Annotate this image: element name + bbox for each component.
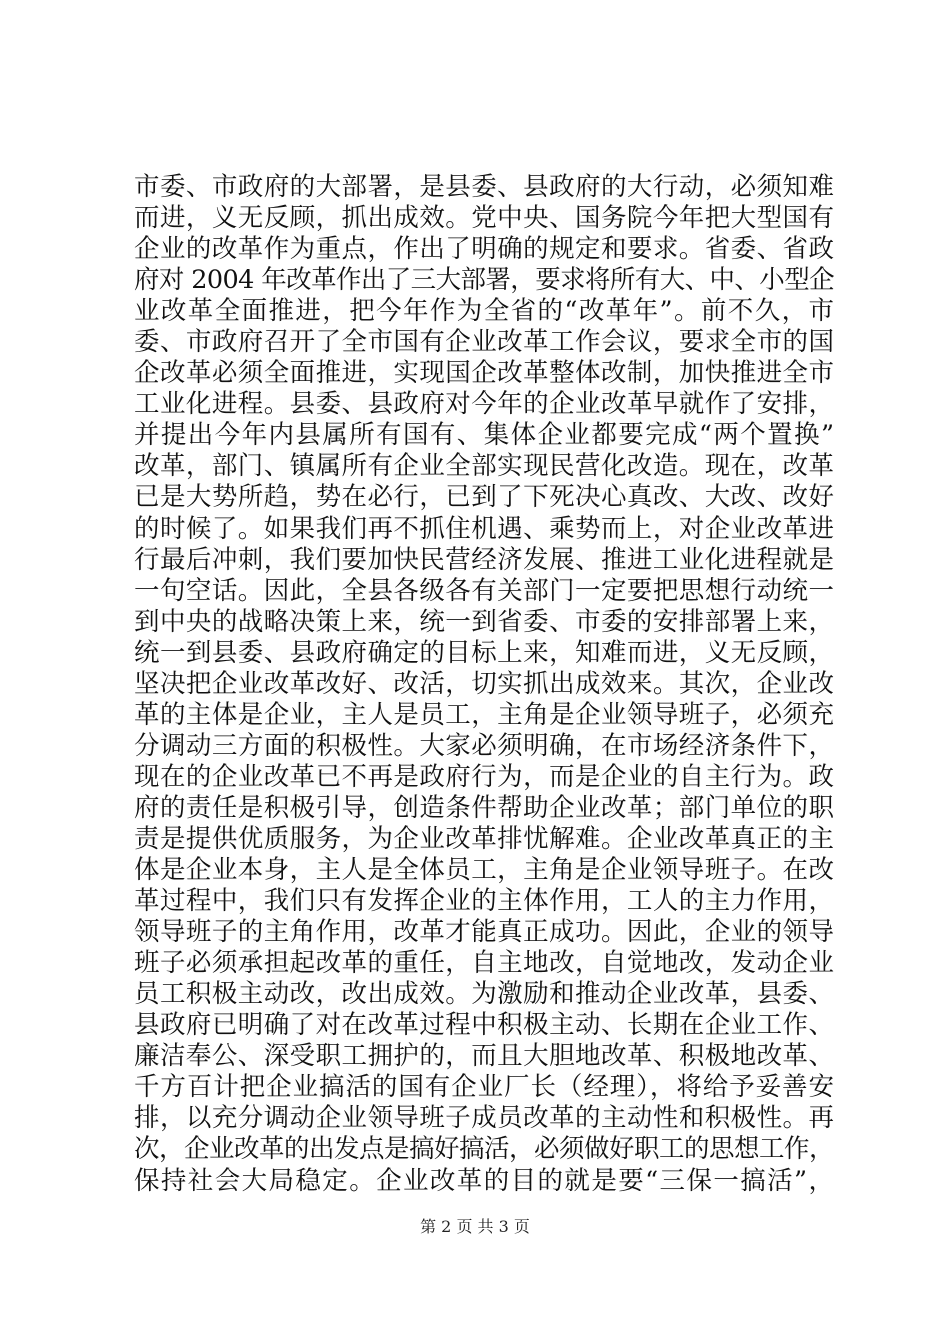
text-line: 而进，义无反顾，抓出成效。党中央、国务院今年把大型国有 [134, 203, 834, 234]
text-line: 工业化进程。县委、县政府对今年的企业改革早就作了安排， [134, 389, 834, 420]
text-line: 班子必须承担起改革的重任，自主地改，自觉地改，发动企业 [134, 948, 834, 979]
text-line: 企改革必须全面推进，实现国企改革整体改制，加快推进全市 [134, 358, 834, 389]
page-footer: 第 2 页 共 3 页 [420, 1217, 530, 1236]
text-line: 委、市政府召开了全市国有企业改革工作会议，要求全市的国 [134, 327, 834, 358]
text-line: 现在的企业改革已不再是政府行为，而是企业的自主行为。政 [134, 761, 834, 792]
text-line: 革的主体是企业，主人是员工，主角是企业领导班子，必须充 [134, 699, 834, 730]
text-line: 坚决把企业改革改好、改活，切实抓出成效来。其次，企业改 [134, 668, 834, 699]
text-line: 府的责任是积极引导，创造条件帮助企业改革；部门单位的职 [134, 792, 834, 823]
text-line: 的时候了。如果我们再不抓住机遇、乘势而上，对企业改革进 [134, 513, 834, 544]
text-line: 领导班子的主角作用，改革才能真正成功。因此，企业的领导 [134, 917, 834, 948]
text-line: 到中央的战略决策上来，统一到省委、市委的安排部署上来， [134, 606, 834, 637]
text-line: 行最后冲刺，我们要加快民营经济发展、推进工业化进程就是 [134, 544, 834, 575]
text-line: 廉洁奉公、深受职工拥护的，而且大胆地改革、积极地改革、 [134, 1041, 834, 1072]
text-line: 企业的改革作为重点，作出了明确的规定和要求。省委、省政 [134, 234, 834, 265]
text-line: 分调动三方面的积极性。大家必须明确，在市场经济条件下， [134, 730, 834, 761]
text-line: 责是提供优质服务，为企业改革排忧解难。企业改革真正的主 [134, 823, 834, 854]
text-line: 革过程中，我们只有发挥企业的主体作用，工人的主力作用， [134, 886, 834, 917]
text-line: 排，以充分调动企业领导班子成员改革的主动性和积极性。再 [134, 1103, 834, 1134]
text-line: 市委、市政府的大部署，是县委、县政府的大行动，必须知难 [134, 172, 834, 202]
text-line: 统一到县委、县政府确定的目标上来，知难而进，义无反顾， [134, 637, 834, 668]
text-line: 千方百计把企业搞活的国有企业厂长（经理），将给予妥善安 [134, 1072, 834, 1103]
text-line: 一句空话。因此，全县各级各有关部门一定要把思想行动统一 [134, 575, 834, 606]
body-text [134, 172, 834, 1197]
text-line: 次，企业改革的出发点是搞好搞活，必须做好职工的思想工作， [134, 1134, 835, 1165]
text-line: 业改革全面推进，把今年作为全省的“改革年”。前不久，市 [134, 296, 834, 327]
text-line: 并提出今年内县属所有国有、集体企业都要完成“两个置换” [134, 420, 834, 451]
text-line: 改革，部门、镇属所有企业全部实现民营化改造。现在，改革 [134, 451, 834, 482]
text-line: 保持社会大局稳定。企业改革的目的就是要“三保一搞活”， [134, 1165, 834, 1196]
text-line: 体是企业本身，主人是全体员工，主角是企业领导班子。在改 [134, 855, 834, 886]
text-line: 员工积极主动改，改出成效。为激励和推动企业改革，县委、 [134, 979, 834, 1010]
text-line: 已是大势所趋，势在必行，已到了下死决心真改、大改、改好 [134, 482, 834, 513]
text-line: 县政府已明确了对在改革过程中积极主动、长期在企业工作、 [134, 1010, 834, 1041]
text-line: 府对 2004 年改革作出了三大部署，要求将所有大、中、小型企 [134, 265, 834, 296]
